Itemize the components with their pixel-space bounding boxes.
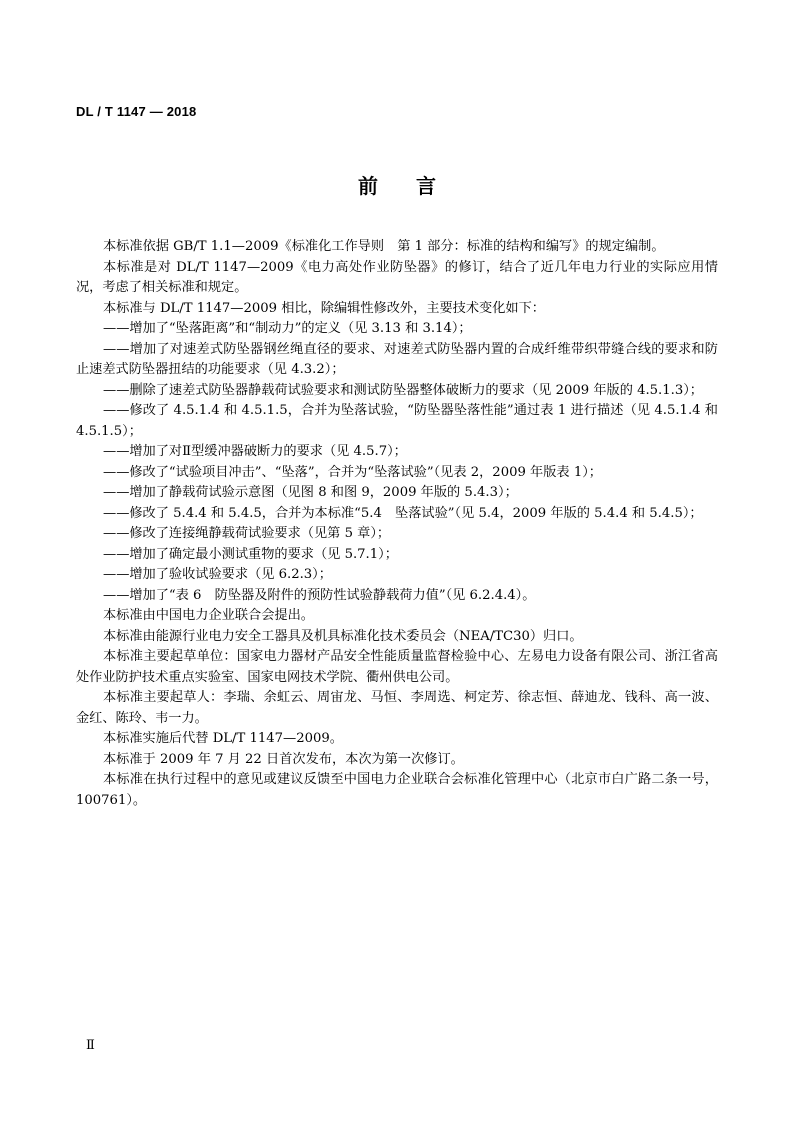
change-item: ——增加了确定最小测试重物的要求（见 5.7.1）； bbox=[103, 546, 398, 562]
foreword-body bbox=[76, 237, 718, 811]
change-item: ——删除了速差式防坠器静载荷试验要求和测试防坠器整体破断力的要求（见 2009 年版的 4.5.1.3）； bbox=[103, 382, 703, 398]
change-item: ——增加了对速差式防坠器钢丝绳直径的要求、对速差式防坠器内置的合成纤维带织带缝合线的要求和防止速差式防坠器扭结的功能要求（见 4.3.2）； bbox=[76, 341, 718, 377]
change-item: ——增加了对Ⅱ型缓冲器破断力的要求（见 4.5.7）； bbox=[103, 444, 407, 459]
change-item: ——增加了“坠落距离”和“制动力”的定义（见 3.13 和 3.14）； bbox=[103, 321, 472, 336]
paragraph: 本标准由能源行业电力安全工器具及机具标准化技术委员会（NEA/TC30）归口。 bbox=[103, 628, 583, 644]
document-code: DL / T 1147 — 2018 bbox=[76, 104, 197, 119]
change-item: ——修改了“试验项目冲击”、“坠落”，合并为“坠落试验”（见表 2，2009 年版表 1）； bbox=[103, 464, 602, 480]
paragraph: 本标准于 2009 年 7 月 22 日首次发布，本次为第一次修订。 bbox=[103, 751, 464, 767]
page-title: 前言 bbox=[358, 174, 474, 198]
paragraph: 本标准是对 DL/T 1147—2009《电力高处作业防坠器》的修订，结合了近几年电力行业的实际应用情况，考虑了相关标准和规定。 bbox=[76, 259, 718, 295]
paragraph: 本标准与 DL/T 1147—2009 相比，除编辑性修改外，主要技术变化如下： bbox=[103, 300, 545, 316]
change-item: ——修改了连接绳静载荷试验要求（见第 5 章）； bbox=[103, 526, 391, 541]
paragraph: 本标准主要起草人：李瑞、余虹云、周宙龙、马恒、李周选、柯定芳、徐志恒、薛迪龙、钱科、高一波、金红、陈玲、韦一力。 bbox=[76, 690, 718, 726]
change-item: ——增加了静载荷试验示意图（见图 8 和图 9，2009 年版的 5.4.3）； bbox=[103, 485, 518, 500]
paragraph: 本标准实施后代替 DL/T 1147—2009。 bbox=[103, 731, 343, 746]
change-item: ——增加了“表 6 防坠器及附件的预防性试验静载荷力值”（见 6.2.4.4）。 bbox=[103, 587, 536, 603]
paragraph: 本标准由中国电力企业联合会提出。 bbox=[103, 608, 314, 623]
change-item: ——修改了 5.4.4 和 5.4.5，合并为本标准“5.4 坠落试验”（见 5.4，2009 年版的 5.4.4 和 5.4.5）； bbox=[103, 505, 703, 521]
change-item: ——增加了验收试验要求（见 6.2.3）； bbox=[103, 567, 332, 582]
paragraph: 本标准依据 GB/T 1.1—2009《标准化工作导则 第 1 部分：标准的结构和编写》的规定编制。 bbox=[103, 239, 665, 254]
paragraph: 本标准主要起草单位：国家电力器材产品安全性能质量监督检验中心、左易电力设备有限公司、浙江省高处作业防护技术重点实验室、国家电网技术学院、衢州供电公司。 bbox=[76, 649, 718, 685]
paragraph: 本标准在执行过程中的意见或建议反馈至中国电力企业联合会标准化管理中心（北京市白广路二条一号，100761）。 bbox=[76, 772, 718, 808]
page-number: Ⅱ bbox=[86, 1038, 95, 1053]
change-item: ——修改了 4.5.1.4 和 4.5.1.5，合并为坠落试验，“防坠器坠落性能”通过表 1 进行描述（见 4.5.1.4 和 4.5.1.5）； bbox=[76, 403, 718, 439]
